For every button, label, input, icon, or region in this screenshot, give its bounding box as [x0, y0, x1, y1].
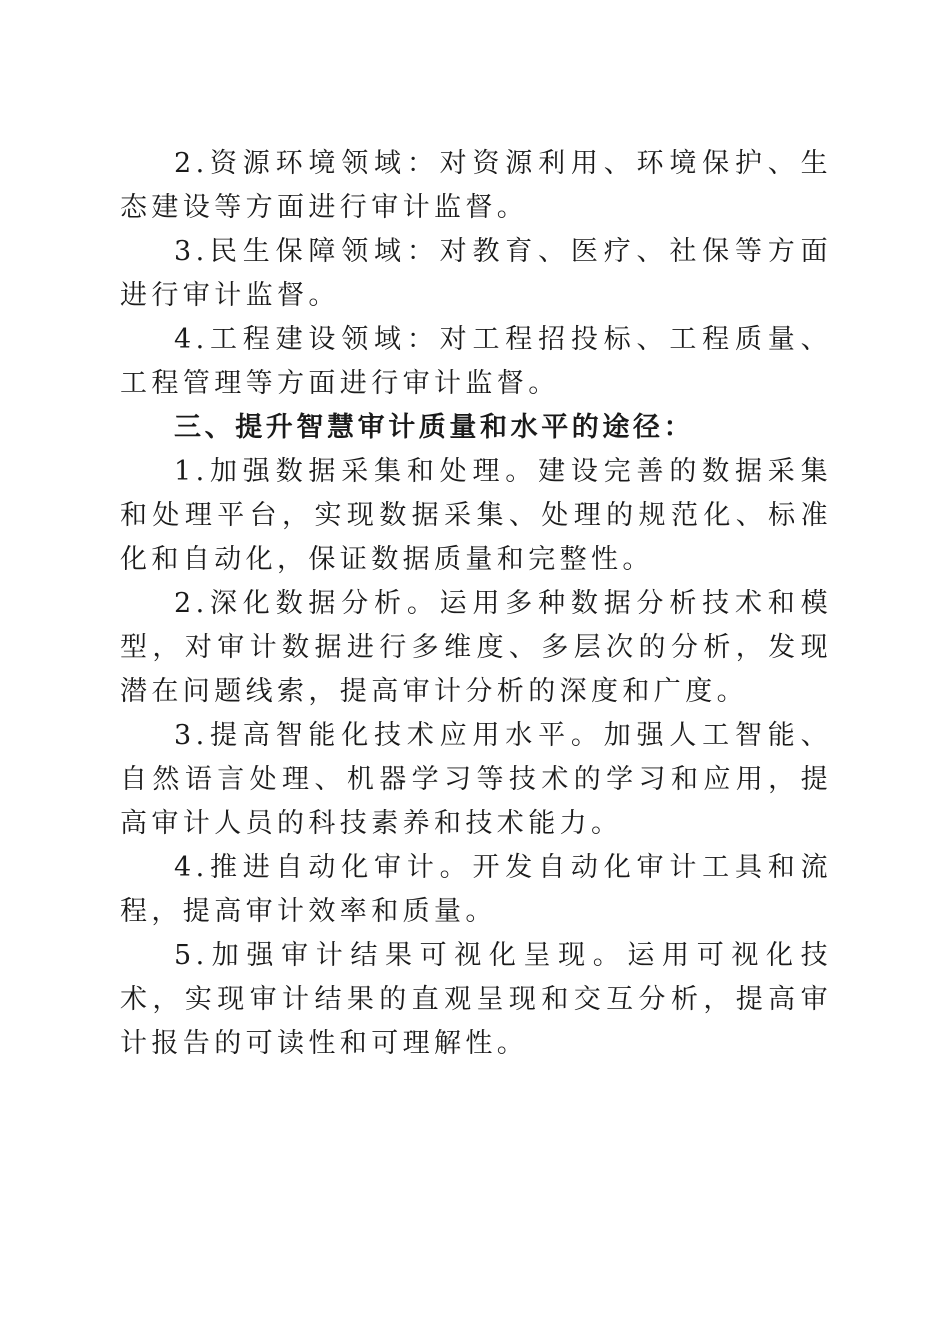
paragraph-intelligent-tech: 3.提高智能化技术应用水平。加强人工智能、自然语言处理、机器学习等技术的学习和应用，提高审计人员的科技素养和技术能力。 — [120, 720, 832, 839]
paragraph-data-analysis: 2.深化数据分析。运用多种数据分析技术和模型，对审计数据进行多维度、多层次的分析，发现潜在问题线索，提高审计分析的深度和广度。 — [120, 588, 832, 707]
paragraph-resource-environment: 2.资源环境领域：对资源利用、环境保护、生态建设等方面进行审计监督。 — [120, 148, 832, 223]
section-heading: 三、提升智慧审计质量和水平的途径： — [174, 412, 695, 443]
paragraph-data-collection: 1.加强数据采集和处理。建设完善的数据采集和处理平台，实现数据采集、处理的规范化、标准化和自动化，保证数据质量和完整性。 — [120, 456, 832, 575]
paragraph-visualization: 5.加强审计结果可视化呈现。运用可视化技术，实现审计结果的直观呈现和交互分析，提高审计报告的可读性和可理解性。 — [120, 940, 832, 1059]
paragraph-automated-audit: 4.推进自动化审计。开发自动化审计工具和流程，提高审计效率和质量。 — [120, 852, 832, 927]
paragraph-livelihood: 3.民生保障领域：对教育、医疗、社保等方面进行审计监督。 — [120, 236, 832, 311]
document-body — [120, 142, 832, 1066]
paragraph-engineering: 4.工程建设领域：对工程招投标、工程质量、工程管理等方面进行审计监督。 — [120, 324, 832, 399]
